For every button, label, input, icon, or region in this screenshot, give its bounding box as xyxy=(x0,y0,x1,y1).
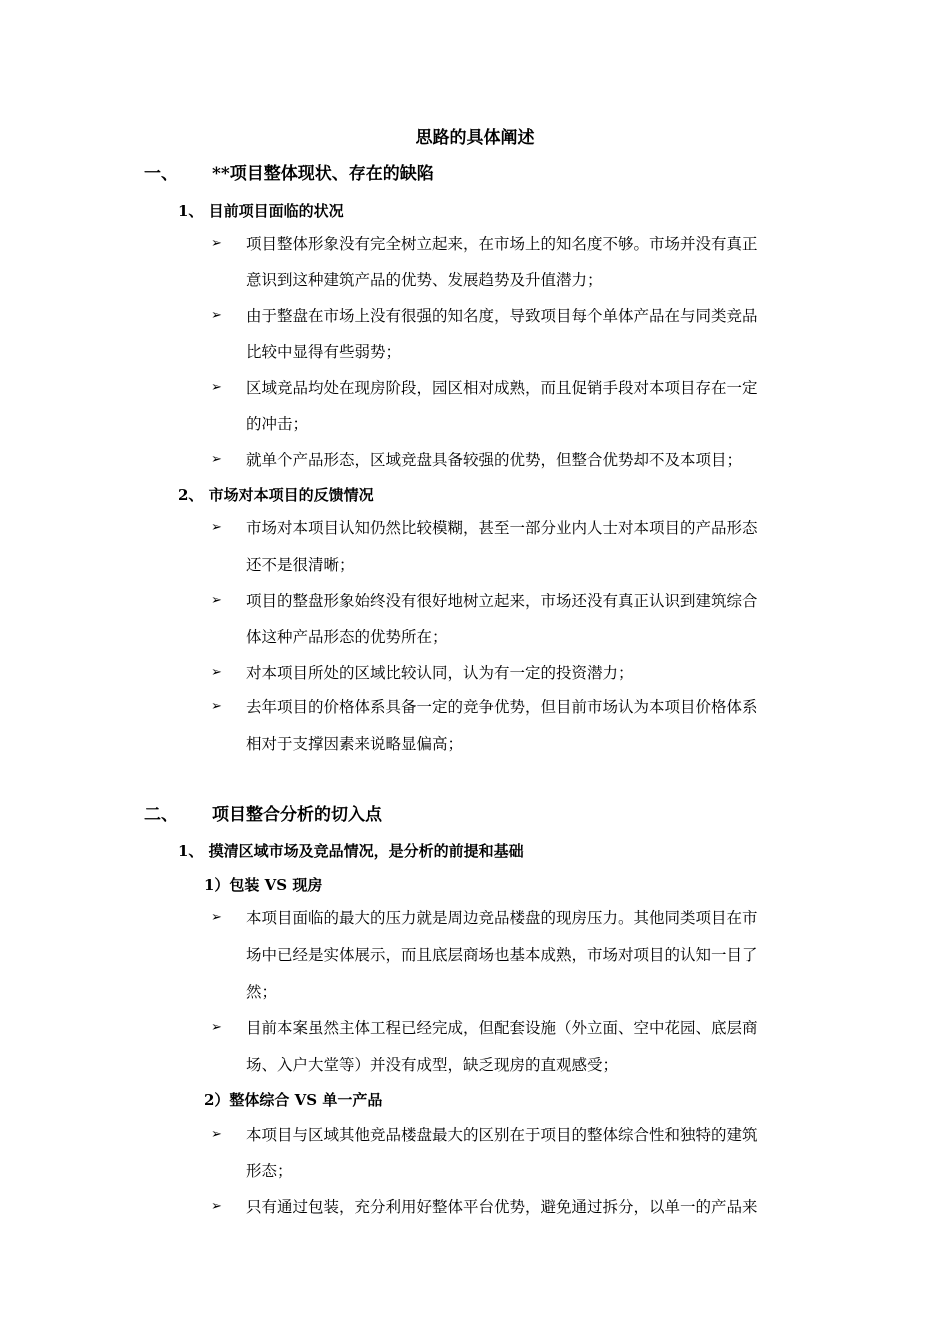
bullet-line: 还不是很清晰； xyxy=(246,556,355,574)
bullet-line: 场中已经是实体展示，而且底层商场也基本成熟，市场对项目的认知一目了 xyxy=(246,946,758,964)
bullet-line: 体这种产品形态的优势所在； xyxy=(246,628,448,646)
bullet-line: 就单个产品形态，区域竞盘具备较强的优势，但整合优势却不及本项目； xyxy=(246,451,743,469)
bullet-line: 市场对本项目认知仍然比较模糊，甚至一部分业内人士对本项目的产品形态 xyxy=(246,519,758,537)
section-2-number: 二、 xyxy=(144,805,178,825)
bullet-arrow-icon: ➢ xyxy=(211,452,222,467)
bullet-arrow-icon: ➢ xyxy=(211,910,222,925)
bullet-line: 本项目面临的最大的压力就是周边竞品楼盘的现房压力。其他同类项目在市 xyxy=(246,909,758,927)
bullet-arrow-icon: ➢ xyxy=(211,699,222,714)
section-1-title: **项目整体现状、存在的缺陷 xyxy=(212,164,434,184)
document-title: 思路的具体阐述 xyxy=(415,128,535,148)
bullet-arrow-icon: ➢ xyxy=(211,593,222,608)
bullet-line: 相对于支撑因素来说略显偏高； xyxy=(246,735,464,753)
subsection-2-1-1-title: 1）包装 VS 现房 xyxy=(204,876,323,894)
bullet-line: 意识到这种建筑产品的优势、发展趋势及升值潜力； xyxy=(246,271,603,289)
bullet-line: 对本项目所处的区域比较认同，认为有一定的投资潜力； xyxy=(246,664,634,682)
bullet-arrow-icon: ➢ xyxy=(211,236,222,251)
bullet-arrow-icon: ➢ xyxy=(211,308,222,323)
bullet-line: 区域竞品均处在现房阶段，园区相对成熟，而且促销手段对本项目存在一定 xyxy=(246,379,758,397)
bullet-line: 形态； xyxy=(246,1162,293,1180)
subsection-2-1-2-title: 2）整体综合 VS 单一产品 xyxy=(204,1091,383,1109)
bullet-line: 场、入户大堂等）并没有成型，缺乏现房的直观感受； xyxy=(246,1056,619,1074)
bullet-arrow-icon: ➢ xyxy=(211,1199,222,1214)
bullet-line: 去年项目的价格体系具备一定的竞争优势，但目前市场认为本项目价格体系 xyxy=(246,698,758,716)
section-2-title: 项目整合分析的切入点 xyxy=(212,805,382,825)
subsection-1-1-title: 1、 目前项目面临的状况 xyxy=(178,202,344,220)
section-1-number: 一、 xyxy=(144,164,178,184)
bullet-line: 的冲击； xyxy=(246,415,309,433)
bullet-arrow-icon: ➢ xyxy=(211,1020,222,1035)
bullet-line: 本项目与区域其他竞品楼盘最大的区别在于项目的整体综合性和独特的建筑 xyxy=(246,1126,758,1144)
subsection-1-2-title: 2、 市场对本项目的反馈情况 xyxy=(178,486,374,504)
bullet-line: 然； xyxy=(246,983,278,1001)
subsection-2-1-title: 1、 摸清区域市场及竞品情况，是分析的前提和基础 xyxy=(178,842,524,860)
bullet-line: 比较中显得有些弱势； xyxy=(246,343,402,361)
bullet-arrow-icon: ➢ xyxy=(211,665,222,680)
bullet-line: 项目整体形象没有完全树立起来，在市场上的知名度不够。市场并没有真正 xyxy=(246,235,758,253)
bullet-line: 目前本案虽然主体工程已经完成，但配套设施（外立面、空中花园、底层商 xyxy=(246,1019,758,1037)
bullet-line: 项目的整盘形象始终没有很好地树立起来，市场还没有真正认识到建筑综合 xyxy=(246,592,758,610)
bullet-line: 由于整盘在市场上没有很强的知名度，导致项目每个单体产品在与同类竞品 xyxy=(246,307,758,325)
bullet-arrow-icon: ➢ xyxy=(211,380,222,395)
bullet-line: 只有通过包装，充分利用好整体平台优势，避免通过拆分，以单一的产品来 xyxy=(246,1198,758,1216)
bullet-arrow-icon: ➢ xyxy=(211,520,222,535)
bullet-arrow-icon: ➢ xyxy=(211,1127,222,1142)
